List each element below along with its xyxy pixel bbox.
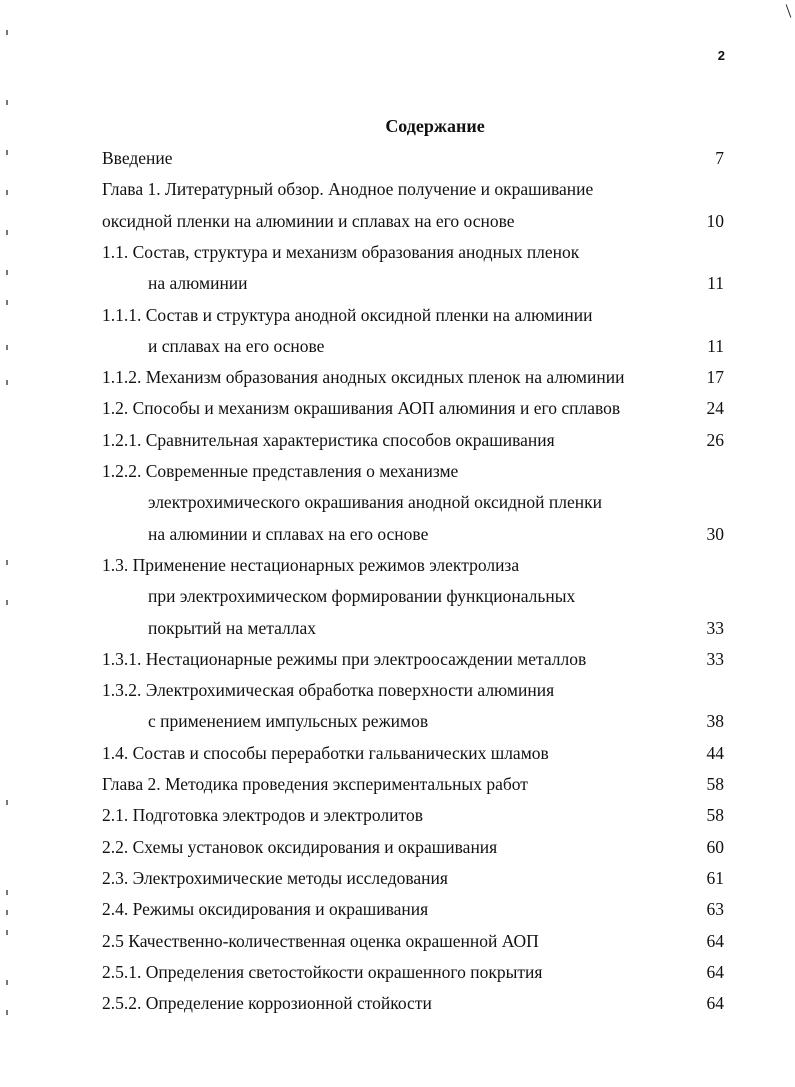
toc-entry-text: 2.1. Подготовка электродов и электролитов bbox=[102, 805, 423, 825]
scan-artifact bbox=[6, 890, 8, 895]
toc-entry-text: покрытий на металлах bbox=[148, 618, 316, 638]
toc-entry-text: 2.2. Схемы установок оксидирования и окрашивания bbox=[102, 837, 498, 857]
toc-entry-page: 33 bbox=[706, 618, 724, 638]
toc-entry-text: 1.3.1. Нестационарные режимы при электроосаждении металлов bbox=[102, 649, 587, 669]
toc-entry-page: 38 bbox=[706, 711, 724, 731]
toc-entry bbox=[102, 271, 724, 295]
toc-entry-page: 11 bbox=[707, 273, 724, 293]
toc-entry bbox=[102, 428, 724, 452]
toc-entry bbox=[102, 803, 724, 827]
toc-entry-text: 1.1.2. Механизм образования анодных оксидных пленок на алюминии bbox=[102, 367, 625, 387]
toc-entry bbox=[102, 929, 724, 953]
toc-entry bbox=[102, 396, 724, 420]
toc-entry bbox=[102, 553, 724, 577]
toc-entry bbox=[102, 678, 724, 702]
toc-entry bbox=[102, 459, 724, 483]
toc-entry-text: 2.5.2. Определение коррозионной стойкости bbox=[102, 993, 432, 1013]
scan-artifact bbox=[6, 560, 8, 565]
toc-entry-page: 33 bbox=[706, 649, 724, 669]
toc-entry-text: 1.4. Состав и способы переработки гальванических шламов bbox=[102, 743, 549, 763]
toc-entry-text: Введение bbox=[102, 148, 173, 168]
toc-entry-text: 1.2. Способы и механизм окрашивания АОП алюминия и его сплавов bbox=[102, 398, 621, 418]
toc-entry bbox=[102, 522, 724, 546]
toc-entry-page: 64 bbox=[706, 931, 724, 951]
scan-artifact bbox=[6, 930, 8, 935]
toc-entry-page: 10 bbox=[706, 211, 724, 231]
scan-artifact bbox=[6, 270, 8, 275]
scan-artifact bbox=[6, 800, 8, 805]
toc-entry bbox=[102, 897, 724, 921]
toc-entry-page: 64 bbox=[706, 993, 724, 1013]
toc-entry-text: электрохимического окрашивания анодной оксидной пленки bbox=[148, 492, 602, 512]
toc-entry bbox=[102, 616, 724, 640]
toc-entry-page: 64 bbox=[706, 962, 724, 982]
toc-entry-page: 7 bbox=[715, 148, 724, 168]
toc-entry-text: 1.2.2. Современные представления о механизме bbox=[102, 461, 459, 481]
toc-entry-text: с применением импульсных режимов bbox=[148, 711, 429, 731]
toc-entry-page: 30 bbox=[706, 524, 724, 544]
toc-entry bbox=[102, 647, 724, 671]
toc-entry-text: и сплавах на его основе bbox=[148, 336, 325, 356]
toc-entry-text: на алюминии bbox=[148, 273, 248, 293]
scan-artifact bbox=[6, 600, 8, 605]
toc-entry-text: Глава 2. Методика проведения экспериментальных работ bbox=[102, 774, 528, 794]
toc-entry-page: 63 bbox=[706, 899, 724, 919]
toc-entry bbox=[102, 146, 724, 170]
toc-entry-text: 2.3. Электрохимические методы исследования bbox=[102, 868, 448, 888]
toc-entry-text: 1.2.1. Сравнительная характеристика способов окрашивания bbox=[102, 430, 555, 450]
toc-entry bbox=[102, 866, 724, 890]
toc-entry bbox=[102, 709, 724, 733]
scan-artifact bbox=[6, 190, 8, 195]
toc-entry bbox=[102, 741, 724, 765]
toc-entry bbox=[102, 177, 724, 201]
scan-artifact bbox=[6, 345, 8, 350]
scan-artifact bbox=[6, 980, 8, 985]
toc-entry-page: 24 bbox=[706, 398, 724, 418]
toc-entry-text: 1.3. Применение нестационарных режимов электролиза bbox=[102, 555, 520, 575]
toc-entry-page: 26 bbox=[706, 430, 724, 450]
page-number: 2 bbox=[717, 48, 725, 63]
toc-entry-page: 60 bbox=[706, 837, 724, 857]
scan-artifact bbox=[6, 910, 8, 915]
toc-entry-text: при электрохимическом формировании функциональных bbox=[148, 586, 576, 606]
scan-artifact bbox=[6, 230, 8, 235]
scan-edge-mark bbox=[786, 4, 792, 17]
toc-entry-page: 44 bbox=[706, 743, 724, 763]
toc-entry-page: 11 bbox=[707, 336, 724, 356]
toc-entry bbox=[102, 303, 724, 327]
scan-artifact bbox=[6, 300, 8, 305]
toc-entry-text: 1.3.2. Электрохимическая обработка поверхности алюминия bbox=[102, 680, 555, 700]
scan-artifact bbox=[6, 30, 8, 35]
toc-entry bbox=[102, 365, 724, 389]
toc-entry-page: 17 bbox=[706, 367, 724, 387]
toc-entry bbox=[102, 772, 724, 796]
toc-entry-text: на алюминии и сплавах на его основе bbox=[148, 524, 429, 544]
toc-entry bbox=[102, 490, 724, 514]
toc-entry-text: Глава 1. Литературный обзор. Анодное получение и окрашивание bbox=[102, 179, 594, 199]
toc-entry bbox=[102, 584, 724, 608]
toc-entry-page: 58 bbox=[706, 805, 724, 825]
scan-artifact bbox=[6, 150, 8, 155]
scan-artifact bbox=[6, 380, 8, 385]
toc-entry-text: 2.4. Режимы оксидирования и окрашивания bbox=[102, 899, 429, 919]
toc-entry-text: 2.5.1. Определения светостойкости окрашенного покрытия bbox=[102, 962, 543, 982]
toc-entry bbox=[102, 960, 724, 984]
scan-artifact bbox=[6, 100, 8, 105]
toc-entry-text: 2.5 Качественно-количественная оценка окрашенной АОП bbox=[102, 931, 539, 951]
toc-entry-page: 61 bbox=[706, 868, 724, 888]
page-title: Содержание bbox=[385, 116, 485, 136]
toc-entry-text: 1.1.1. Состав и структура анодной оксидной пленки на алюминии bbox=[102, 305, 593, 325]
toc-entry bbox=[102, 334, 724, 358]
toc-entry-page: 58 bbox=[706, 774, 724, 794]
toc-entry bbox=[102, 991, 724, 1015]
toc-entry-text: 1.1. Состав, структура и механизм образования анодных пленок bbox=[102, 242, 580, 262]
toc-entry bbox=[102, 209, 724, 233]
toc-entry bbox=[102, 835, 724, 859]
toc-entry bbox=[102, 240, 724, 264]
toc-entry-text: оксидной пленки на алюминии и сплавах на его основе bbox=[102, 211, 515, 231]
scan-artifact bbox=[6, 1010, 8, 1015]
